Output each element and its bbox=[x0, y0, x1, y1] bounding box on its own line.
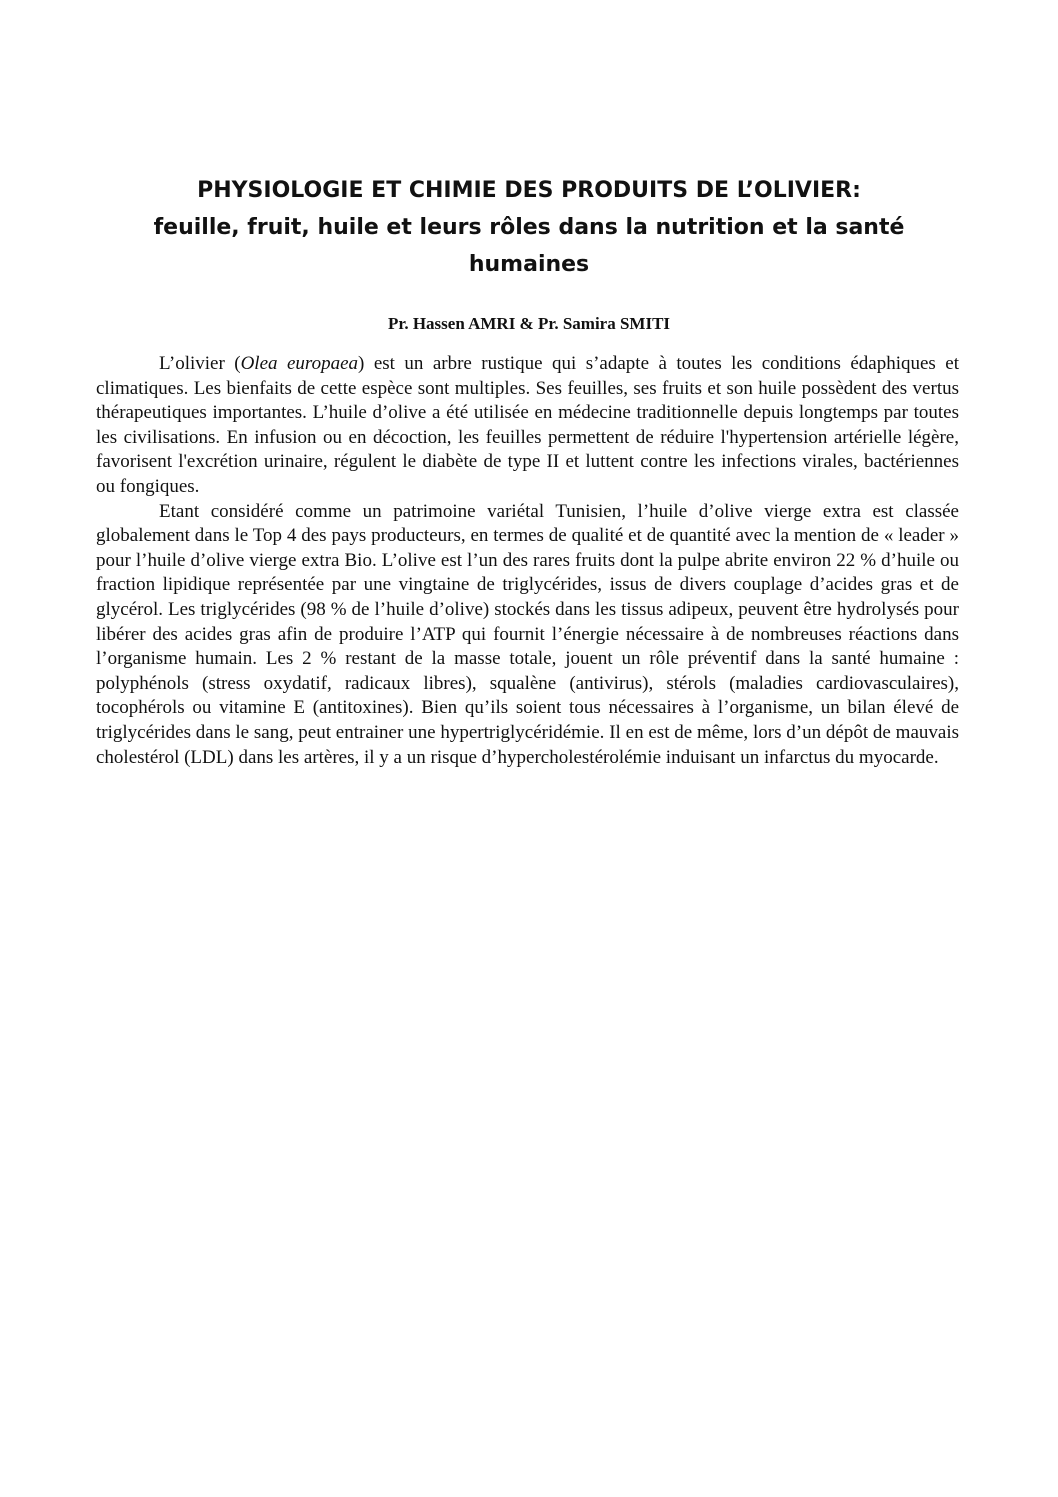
title-line-1: PHYSIOLOGIE ET CHIMIE DES PRODUITS DE L’OLIVIER: bbox=[197, 178, 861, 203]
document-body bbox=[96, 352, 959, 770]
paragraph-1 bbox=[96, 352, 959, 500]
document-title bbox=[100, 172, 958, 283]
title-line-2: feuille, fruit, huile et leurs rôles dans la nutrition et la santé humaines bbox=[153, 215, 905, 277]
paragraph-2: Etant considéré comme un patrimoine variétal Tunisien, l’huile d’olive vierge extra est classée globalement dans le Top 4 des pays producteurs, en termes de qualité et de quantité avec la mention de « leader » pour l’huile d’olive vierge extra Bio. L’olive est l’un des rares fruits dont la pulpe abrite environ 22 % d’huile ou fraction lipidique représentée par une vingtaine de triglycérides, issus de divers couplage d’acides gras et de glycérol. Les triglycérides (98 % de l’huile d’olive) stockés dans les tissus adipeux, peuvent être hydrolysés pour libérer des acides gras afin de produire l’ATP qui fournit l’énergie nécessaire à de nombreuses réactions dans l’organisme humain. Les 2 % restant de la masse totale, jouent un rôle préventif dans la santé humaine : polyphénols (stress oxydatif, radicaux libres), squalène (antivirus), stérols (maladies cardiovasculaires), tocophérols ou vitamine E (antitoxines). Bien qu’ils soient tous nécessaires à l’organisme, un bilan élevé de triglycérides dans le sang, peut entrainer une hypertriglycéridémie. Il en est de même, lors d’un dépôt de mauvais cholestérol (LDL) dans les artères, il y a un risque d’hypercholestérolémie induisant un infarctus du myocarde. bbox=[96, 500, 959, 768]
paragraph-1-start: L’olivier ( bbox=[159, 353, 241, 374]
species-name: Olea europaea bbox=[240, 353, 359, 374]
paragraph-1-rest: ) est un arbre rustique qui s’adapte à toutes les conditions édaphiques et climatiques. Les bienfaits de cette espèce sont multiples. Ses feuilles, ses fruits et son huile possèdent des vertus thérapeutiques importantes. L’huile d’olive a été utilisée en médecine traditionnelle depuis longtemps par toutes les civilisations. En infusion ou en décoction, les feuilles permettent de réduire l'hypertension artérielle légère, favorisent l'excrétion urinaire, régulent le diabète de type II et luttent contre les infections virales, bactériennes ou fongiques. bbox=[96, 353, 959, 497]
authors: Pr. Hassen AMRI & Pr. Samira SMITI bbox=[387, 314, 671, 333]
